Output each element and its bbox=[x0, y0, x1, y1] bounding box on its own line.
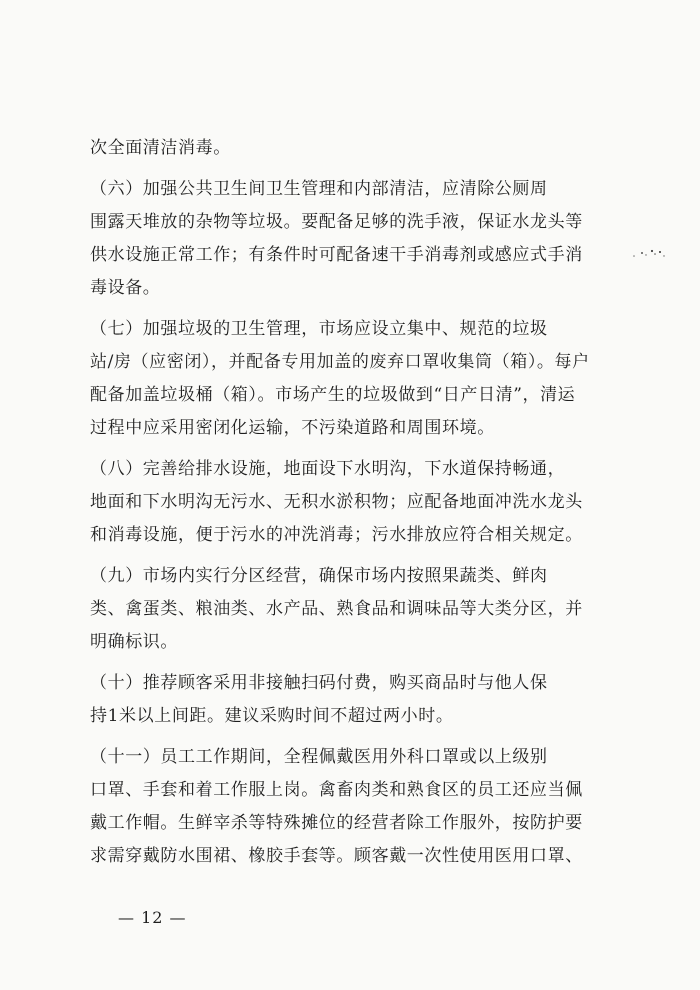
paragraph-line: 配备加盖垃圾桶（箱）。市场产生的垃圾做到“日产日清”，清运 bbox=[90, 385, 576, 405]
paragraph-line: 和消毒设施，便于污水的冲洗消毒；污水排放应符合相关规定。 bbox=[90, 525, 583, 545]
paragraph-line: （十一）员工工作期间，全程佩戴医用外科口罩或以上级别 bbox=[90, 747, 548, 767]
paragraph-line: （六）加强公共卫生间卫生管理和内部清洁，应清除公厕周 bbox=[90, 179, 548, 199]
paragraph-line: 次全面清洁消毒。 bbox=[90, 138, 231, 158]
paragraph-line: 过程中应采用密闭化运输，不污染道路和周围环境。 bbox=[90, 418, 495, 438]
paragraph-line: 围露天堆放的杂物等垃圾。要配备足够的洗手液，保证水龙头等 bbox=[90, 212, 583, 232]
paragraph-line: 站/房（应密闭），并配备专用加盖的废弃口罩收集筒（箱）。每户 bbox=[90, 352, 590, 372]
paragraph-line: 地面和下水明沟无污水、无积水淤积物；应配备地面冲洗水龙头 bbox=[90, 492, 583, 512]
paragraph-line: 类、禽蛋类、粮油类、水产品、熟食品和调味品等大类分区，并 bbox=[90, 599, 583, 619]
paragraph-line: 口罩、手套和着工作服上岗。禽畜肉类和熟食区的员工还应当佩 bbox=[90, 780, 583, 800]
page-number: — 12 — bbox=[118, 908, 187, 927]
scan-speckle bbox=[630, 244, 670, 264]
paragraph-line: （九）市场内实行分区经营，确保市场内按照果蔬类、鲜肉 bbox=[90, 566, 548, 586]
paragraph-line: 供水设施正常工作；有条件时可配备速干手消毒剂或感应式手消 bbox=[90, 245, 583, 265]
paragraph-line: 戴工作帽。生鲜宰杀等特殊摊位的经营者除工作服外，按防护要 bbox=[90, 813, 583, 833]
paragraph-line: 明确标识。 bbox=[90, 632, 178, 652]
body-text bbox=[90, 132, 615, 873]
paragraph-line: （七）加强垃圾的卫生管理，市场应设立集中、规范的垃圾 bbox=[90, 319, 548, 339]
paragraph-line: （八）完善给排水设施，地面设下水明沟，下水道保持畅通， bbox=[90, 459, 566, 479]
paragraph-line: （十）推荐顾客采用非接触扫码付费，购买商品时与他人保 bbox=[90, 673, 548, 693]
paragraph-line: 求需穿戴防水围裙、橡胶手套等。顾客戴一次性使用医用口罩、 bbox=[90, 846, 583, 866]
paragraph-line: 毒设备。 bbox=[90, 278, 161, 298]
paragraph-line: 持1米以上间距。建议采购时间不超过两小时。 bbox=[90, 706, 454, 726]
